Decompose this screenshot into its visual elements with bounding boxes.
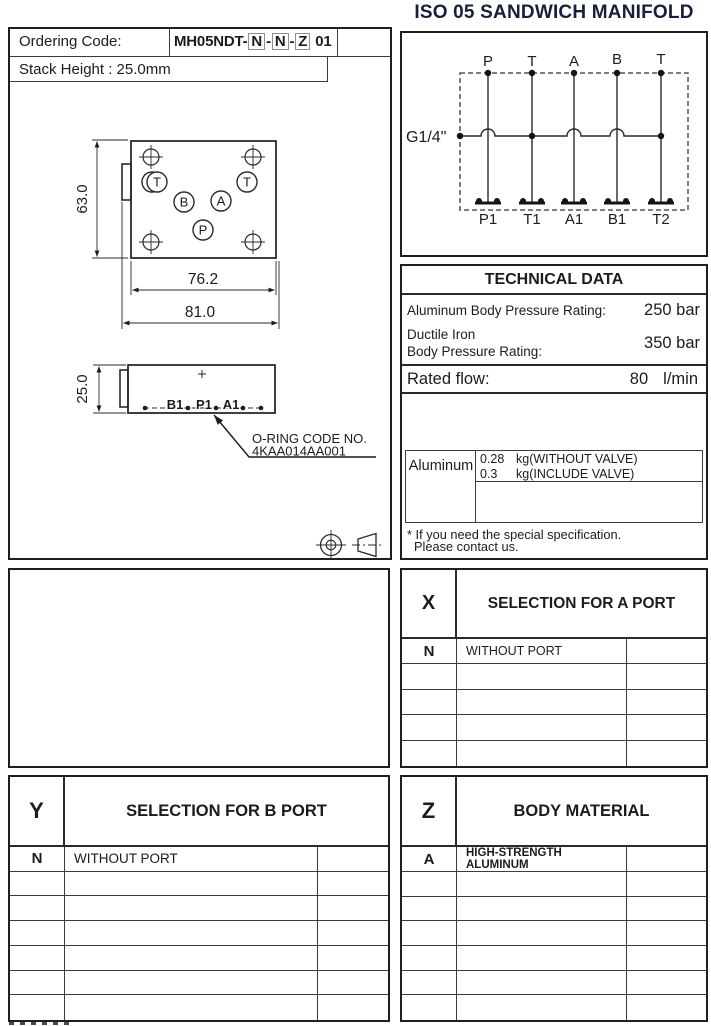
empty-row xyxy=(10,995,388,1020)
ordering-code-box-y: N xyxy=(272,33,289,50)
empty-row xyxy=(402,971,706,996)
schematic-bottom-port-a1: A1 xyxy=(564,211,584,228)
page-title: ISO 05 SANDWICH MANIFOLD xyxy=(414,2,694,23)
weight-values-cell xyxy=(476,451,702,482)
oring-note-line2: 4KAA014AA001 xyxy=(252,443,346,459)
note-line-1: * If you need the special specification. xyxy=(407,527,622,542)
b-port-title-cell: SELECTION FOR B PORT xyxy=(126,801,327,820)
projection-cone-icon xyxy=(352,534,382,557)
rated-flow-row xyxy=(402,366,706,392)
schematic-panel xyxy=(400,31,708,257)
body-material-table-header xyxy=(402,777,706,847)
thread-size-label: G1/4" xyxy=(406,129,447,146)
port-letter-t-right: T xyxy=(243,174,251,190)
table-row xyxy=(10,847,388,872)
b-port-code-cell: Y xyxy=(10,777,65,845)
footer-artifact xyxy=(9,1022,75,1025)
empty-row xyxy=(402,715,706,740)
dim-25-label: 25.0 xyxy=(74,374,91,404)
hydraulic-schematic-svg xyxy=(402,33,706,255)
option-extra-cell xyxy=(627,639,706,663)
dim-81-label: 81.0 xyxy=(184,304,216,321)
side-label-a1: A1 xyxy=(222,397,240,412)
port-letter-b: B xyxy=(179,194,189,210)
ordering-code-suffix: 01 xyxy=(315,33,332,50)
empty-row xyxy=(402,946,706,971)
option-extra-cell xyxy=(627,847,706,871)
b-port-table-header xyxy=(10,777,388,847)
projection-target-icon xyxy=(316,530,346,560)
technical-data-header: TECHNICAL DATA xyxy=(402,266,706,295)
a-port-title-cell: SELECTION FOR A PORT xyxy=(487,594,676,612)
empty-row xyxy=(402,690,706,715)
ordering-code-value: MH05NDT- N - N - Z 01 xyxy=(170,29,338,56)
weight-empty-row xyxy=(476,482,702,522)
body-material-code-cell: Z xyxy=(402,777,457,845)
schematic-top-port-t2: T xyxy=(656,51,666,68)
technical-drawing-svg xyxy=(8,78,392,560)
top-view xyxy=(122,141,276,258)
empty-row xyxy=(402,995,706,1020)
table-row xyxy=(402,639,706,664)
option-description: WITHOUT PORT xyxy=(457,639,627,663)
body-material-title-cell: BODY MATERIAL xyxy=(513,801,650,820)
empty-row xyxy=(402,921,706,946)
technical-data-panel xyxy=(400,264,708,560)
empty-row xyxy=(402,897,706,922)
schematic-bottom-port-b1: B1 xyxy=(607,211,627,228)
port-lines xyxy=(460,73,661,202)
weight-table xyxy=(405,450,703,523)
schematic-top-port-b: B xyxy=(611,51,623,68)
port-letter-a: A xyxy=(216,193,226,209)
dim-76-label: 76.2 xyxy=(187,271,219,288)
b-port-selection-table xyxy=(8,775,390,1022)
schematic-bottom-port-t1: T1 xyxy=(523,211,541,228)
aluminum-rating-value: 250 bar xyxy=(644,300,700,319)
spacer xyxy=(402,394,706,450)
ductile-rating-value: 350 bar xyxy=(644,333,700,352)
empty-row xyxy=(10,896,388,921)
note-line-2: Please contact us. xyxy=(414,538,519,554)
option-description: HIGH-STRENGTH ALUMINUM xyxy=(457,847,627,871)
ordering-code-box-x: N xyxy=(248,33,265,50)
option-description: WITHOUT PORT xyxy=(65,847,318,871)
a-port-selection-table xyxy=(400,568,708,768)
side-label-b1: B1 xyxy=(166,397,184,412)
rated-flow-label: Rated flow: xyxy=(407,369,490,388)
empty-row xyxy=(10,971,388,996)
option-code: N xyxy=(10,847,65,871)
port-letter-p: P xyxy=(198,222,208,238)
ordering-code-box-z: Z xyxy=(295,33,310,50)
a-port-table-header xyxy=(402,570,706,639)
pressure-rating-aluminum-row xyxy=(402,295,706,322)
side-label-p1: P1 xyxy=(196,397,212,412)
port-letter-t-left: T xyxy=(153,174,161,190)
pressure-rating-ductile-row xyxy=(402,322,706,364)
weight-material-cell: Aluminum xyxy=(408,458,474,474)
weight-include-valve: 0.3 kg(INCLUDE VALVE) xyxy=(480,466,635,481)
empty-panel xyxy=(8,568,390,768)
ordering-code-prefix: MH05NDT- xyxy=(174,33,248,50)
option-code: A xyxy=(402,847,457,871)
ordering-code-row xyxy=(10,29,390,57)
empty-row xyxy=(10,921,388,946)
rated-flow-value: 80 xyxy=(629,369,649,388)
schematic-top-port-a: A xyxy=(568,53,580,70)
empty-row xyxy=(402,872,706,897)
ductile-rating-label: Ductile Iron Body Pressure Rating: xyxy=(407,327,543,359)
option-code: N xyxy=(402,639,457,663)
dim-63-label: 63.0 xyxy=(74,184,91,214)
a-port-code-cell: X xyxy=(402,570,457,637)
schematic-top-port-p: P xyxy=(482,53,494,70)
empty-row xyxy=(402,741,706,766)
body-material-table xyxy=(400,775,708,1022)
empty-row xyxy=(10,946,388,971)
stack-height-label: Stack Height : 25.0mm xyxy=(10,57,328,82)
ordering-empty-cell xyxy=(338,29,390,56)
rated-flow-unit: l/min xyxy=(663,369,698,388)
schematic-bottom-port-t2: T2 xyxy=(652,211,670,228)
ordering-code-label: Ordering Code: xyxy=(10,29,170,56)
empty-row xyxy=(402,664,706,689)
empty-row xyxy=(10,872,388,897)
weight-without-valve: 0.28 kg(WITHOUT VALVE) xyxy=(480,452,638,466)
option-extra-cell xyxy=(318,847,388,871)
aluminum-rating-label: Aluminum Body Pressure Rating: xyxy=(407,302,606,318)
special-spec-note xyxy=(402,523,706,552)
oring-note-line1: O-RING CODE NO. xyxy=(252,431,367,446)
schematic-bottom-port-p1: P1 xyxy=(478,211,498,228)
schematic-top-port-t: T xyxy=(527,53,537,70)
table-row xyxy=(402,847,706,872)
